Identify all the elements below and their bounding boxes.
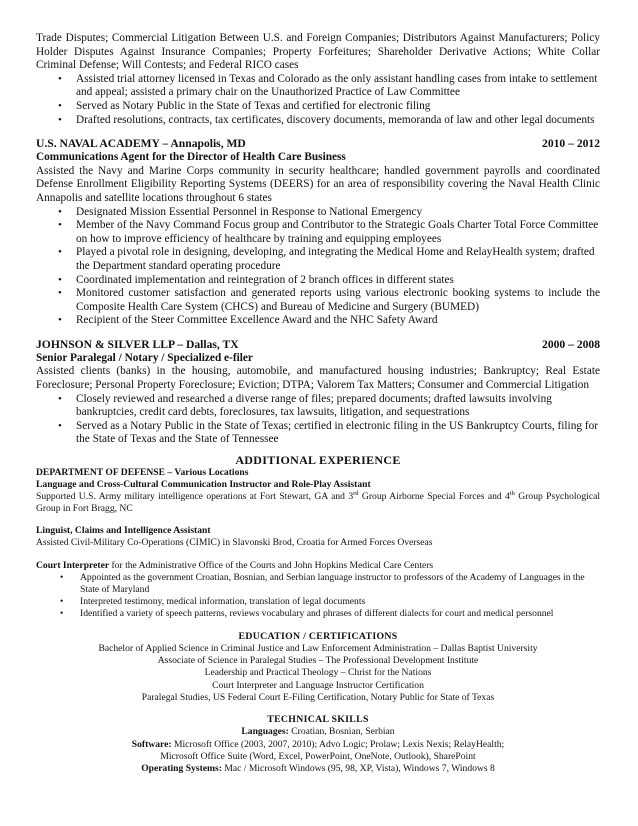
section-heading-additional: ADDITIONAL EXPERIENCE xyxy=(235,453,401,468)
section-heading-skills: TECHNICAL SKILLS xyxy=(267,714,369,726)
role-description: Court Interpreter for the Administrative Office of the Courts and John Hopkins Medical Care Centers xyxy=(36,559,434,571)
spacer xyxy=(36,127,600,137)
spacer xyxy=(36,515,600,525)
section-heading-education: EDUCATION / CERTIFICATIONS xyxy=(238,630,398,642)
role-description: Supported U.S. Army military intelligence operations at Fort Stewart, GA and 3rd Group Airborne Special Forces and 4th Group Psychological Group in Fort Bragg, NC xyxy=(36,489,601,515)
education-line: Bachelor of Applied Science in Criminal Justice and Law Enforcement Administration – Dallas Baptist University xyxy=(98,643,538,655)
job-header xyxy=(36,338,600,352)
list-item: • Recipient of the Steer Committee Excellence Award and the NHC Safety Award xyxy=(76,314,600,328)
job-title: Communications Agent for the Director of Health Care Business xyxy=(36,151,346,164)
intro-bullets xyxy=(76,73,600,127)
job-header xyxy=(36,137,600,151)
job-summary: Assisted clients (banks) in the housing, automobile, and manufactured housing industries; Bankruptcy; Real Estate Foreclosure; Personal Property Foreclosure; Eviction; DTPA; Valorem Tax Matters; Consumer and Commercial Litigation xyxy=(36,365,600,392)
role-title: Language and Cross-Cultural Communication Instructor and Role-Play Assistant xyxy=(36,479,371,491)
list-item: • Drafted resolutions, contracts, tax certificates, discovery documents, memoranda of law and other legal documents xyxy=(76,114,600,128)
job-dates: 2010 – 2012 xyxy=(542,137,600,151)
skills-software-continued: Microsoft Office Suite (Word, Excel, PowerPoint, OneNote, Outlook), SharePoint xyxy=(160,750,476,762)
list-item: • Closely reviewed and researched a diverse range of files; prepared documents; drafted lawsuits involving bankruptcies, credit card debts, foreclosures, tax lawsuits, litigation, and sequestrations xyxy=(76,393,600,420)
spacer xyxy=(36,621,600,631)
job-dates: 2000 – 2008 xyxy=(542,337,600,351)
list-item: • Interpreted testimony, medical information, translation of legal documents xyxy=(80,596,600,608)
role-bullets xyxy=(80,572,600,621)
spacer xyxy=(36,328,600,338)
education-line: Court Interpreter and Language Instructor Certification xyxy=(212,679,424,691)
job-bullets xyxy=(76,206,600,328)
list-item: • Served as a Notary Public in the State of Texas; certified in electronic filing in the US Bankruptcy Courts, filing for the State of Texas and the State of Tennessee xyxy=(76,420,600,447)
list-item: • Monitored customer satisfaction and generated reports using various electronic booking systems to include the Composite Health Care System (CHCS) and Bureau of Medicine and Surgery (BUMED) xyxy=(76,287,600,314)
spacer xyxy=(36,704,600,714)
job-summary: Assisted the Navy and Marine Corps community in security healthcare; handled government payrolls and coordinated Defense Enrollment Eligibility Reporting Systems (DEERS) for an area of responsibility covering the Naval Health Clinic Annapolis and satellite locations throughout 6 states xyxy=(36,164,600,204)
list-item: • Served as Notary Public in the State of Texas and certified for electronic filing xyxy=(76,100,600,114)
job-title: Senior Paralegal / Notary / Specialized e-filer xyxy=(36,351,253,364)
list-item: • Identified a variety of speech patterns, reviews vocabulary and phrases of different dialects for court and medical personnel xyxy=(80,608,600,620)
job-bullets xyxy=(76,393,600,447)
skills-languages: Languages: Croatian, Bosnian, Serbian xyxy=(241,726,395,738)
education-line: Paralegal Studies, US Federal Court E-Filing Certification, Notary Public for State of Texas xyxy=(141,691,495,703)
role-description: Assisted Civil-Military Co-Operations (CIMIC) in Slavonski Brod, Croatia for Armed Forces Overseas xyxy=(36,537,433,549)
list-item: • Appointed as the government Croatian, Bosnian, and Serbian language instructor to professors of the Academy of Languages in the State of Maryland xyxy=(80,572,600,596)
role-title: Court Interpreter xyxy=(36,559,110,571)
list-item: • Played a pivotal role in designing, developing, and integrating the Medical Home and RelayHealth system; drafted the Department standard operating procedure xyxy=(76,246,600,273)
list-item: • Coordinated implementation and reintegration of 2 branch offices in different states xyxy=(76,274,600,288)
skills-software: Software: Microsoft Office (2003, 2007, 2010); Advo Logic; Prolaw; Lexis Nexis; RelayHealth; xyxy=(131,738,505,750)
skills-os: Operating Systems: Mac / Microsoft Windows (95, 98, XP, Vista), Windows 7, Windows 8 xyxy=(141,763,495,775)
list-item: • Member of the Navy Command Focus group and Contributor to the Strategic Goals Charter Total Force Committee on how to improve efficiency of healthcare by training and equipping employees xyxy=(76,219,600,246)
list-item: • Assisted trial attorney licensed in Texas and Colorado as the only assistant handling cases from intake to settlement and appeal; assisted a primary chair on the Unauthorized Practice of Law Committee xyxy=(76,73,600,100)
dept-heading: DEPARTMENT OF DEFENSE – Various Locations xyxy=(36,467,249,479)
education-line: Associate of Science in Paralegal Studies – The Professional Development Institute xyxy=(157,655,479,667)
list-item: • Designated Mission Essential Personnel in Response to National Emergency xyxy=(76,206,600,220)
intro-text: Trade Disputes; Commercial Litigation Between U.S. and Foreign Companies; Distributors Against Manufacturers; Policy Holder Disputes Against Insurance Companies; Property Forfeitures; Shareholder Derivative Actions; White Collar Criminal Defense; Will Contests; and Federal RICO cases xyxy=(36,32,600,72)
spacer xyxy=(36,550,600,560)
role-title: Linguist, Claims and Intelligence Assistant xyxy=(36,525,211,537)
employer-name: JOHNSON & SILVER LLP – Dallas, TX xyxy=(36,337,239,351)
education-line: Leadership and Practical Theology – Christ for the Nations xyxy=(204,667,432,679)
employer-name: U.S. NAVAL ACADEMY – Annapolis, MD xyxy=(36,137,246,151)
